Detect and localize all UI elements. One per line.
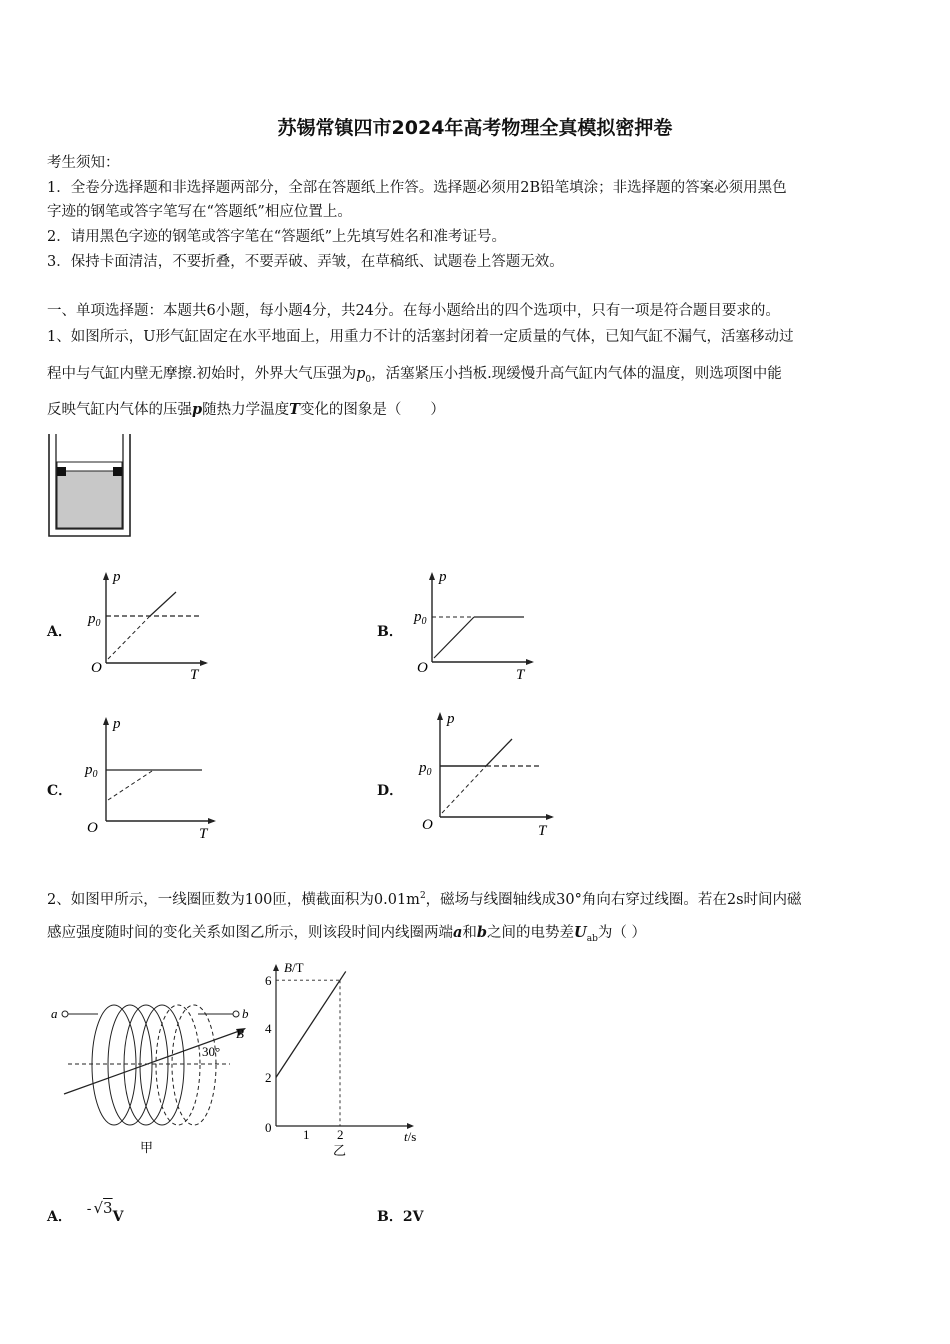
- y-axis-label: B/T: [284, 960, 304, 975]
- q2-text-line-2: 感应强度随时间的变化关系如图乙所示，则该段时间内线圈两端a和b之间的电势差$U_{ab}$为（ ）: [47, 924, 646, 944]
- b-field-label: B: [236, 1026, 244, 1041]
- y-axis-label: p: [113, 716, 121, 732]
- notice-item-1: 1．全卷分选择题和非选择题两部分，全部在答题纸上作答。选择题必须用2B铅笔填涂；非选择题的答案必须用黑色: [47, 180, 787, 196]
- q2-option-b[interactable]: B．2V: [377, 1209, 424, 1225]
- cylinder-figure: [44, 430, 136, 542]
- p0-label: $p_0$: [419, 760, 432, 778]
- q2-option-a[interactable]: A． - √3V: [47, 1199, 124, 1225]
- origin-label: O: [91, 660, 102, 676]
- q1-option-b-graph[interactable]: [412, 565, 542, 685]
- x-axis-label: T: [190, 667, 199, 683]
- x-tick-label: 1: [303, 1127, 310, 1142]
- q1-option-a-graph[interactable]: [84, 565, 214, 685]
- x-axis-label: t/s: [404, 1129, 417, 1144]
- y-tick-label: 4: [265, 1021, 272, 1036]
- page-title: 苏锡常镇四市2024年高考物理全真模拟密押卷: [277, 117, 673, 139]
- notice-item-1-cont: 字迹的钢笔或答字笔写在“答题纸”相应位置上。: [47, 204, 352, 220]
- q1-option-d-graph[interactable]: [414, 705, 560, 843]
- q1-text-line-1: 1、如图所示，U形气缸固定在水平地面上，用重力不计的活塞封闭着一定质量的气体，已知气缸不漏气，活塞移动过: [47, 329, 794, 345]
- y-axis-label: p: [113, 569, 121, 585]
- terminal-a-label: a: [51, 1006, 58, 1021]
- notice-heading: 考生须知：: [47, 155, 120, 171]
- q2-text-line-1: 2、如图甲所示，一线圈匝数为100匝，横截面积为$0.01m^2$，磁场与线圈轴线成30°角向右穿过线圈。若在2s时间内磁: [47, 891, 802, 908]
- y-axis-label: p: [447, 711, 455, 727]
- q1-option-a-label[interactable]: A．: [47, 624, 72, 640]
- q1-text-line-3: 反映气缸内气体的压强p随热力学温度T变化的图象是（ ）: [47, 401, 445, 418]
- coil-figure: [46, 990, 256, 1160]
- q1-option-b-label[interactable]: B．: [377, 624, 403, 640]
- p0-label: $p_0$: [88, 611, 101, 629]
- fig-jia-caption: 甲: [140, 1140, 154, 1155]
- origin-label: O: [87, 820, 98, 836]
- origin-label: 0: [265, 1120, 272, 1135]
- q1-option-d-label[interactable]: D．: [377, 783, 404, 799]
- y-tick-label: 2: [265, 1070, 272, 1085]
- q1-option-c-graph[interactable]: [82, 710, 222, 844]
- x-axis-label: T: [516, 667, 525, 683]
- origin-label: O: [417, 660, 428, 676]
- section-heading: 一、单项选择题：本题共6小题，每小题4分，共24分。在每小题给出的四个选项中，只有一项是符合题目要求的。: [47, 303, 780, 319]
- x-axis-label: T: [199, 826, 208, 842]
- terminal-b-label: b: [242, 1006, 249, 1021]
- q1-text-line-2: 程中与气缸内壁无摩擦.初始时，外界大气压强为$p_0$，活塞紧压小挡板.现缓慢升高气缸内气体的温度，则选项图中能: [47, 366, 782, 385]
- origin-label: O: [422, 817, 433, 833]
- p0-label: $p_0$: [414, 609, 427, 627]
- bt-graph: [258, 958, 428, 1160]
- y-axis-label: p: [439, 569, 447, 585]
- p0-label: $p_0$: [85, 762, 98, 780]
- notice-item-2: 2．请用黑色字迹的钢笔或答字笔在“答题纸”上先填写姓名和准考证号。: [47, 229, 507, 245]
- angle-label: 30°: [202, 1044, 221, 1059]
- notice-item-3: 3．保持卡面清洁，不要折叠，不要弄破、弄皱，在草稿纸、试题卷上答题无效。: [47, 254, 564, 270]
- fig-yi-caption: 乙: [333, 1143, 347, 1158]
- x-axis-label: T: [538, 823, 547, 839]
- q1-option-c-label[interactable]: C．: [47, 783, 73, 799]
- x-tick-label: 2: [337, 1127, 344, 1142]
- y-tick-label: 6: [265, 973, 272, 988]
- bt-series-line: [276, 971, 346, 1077]
